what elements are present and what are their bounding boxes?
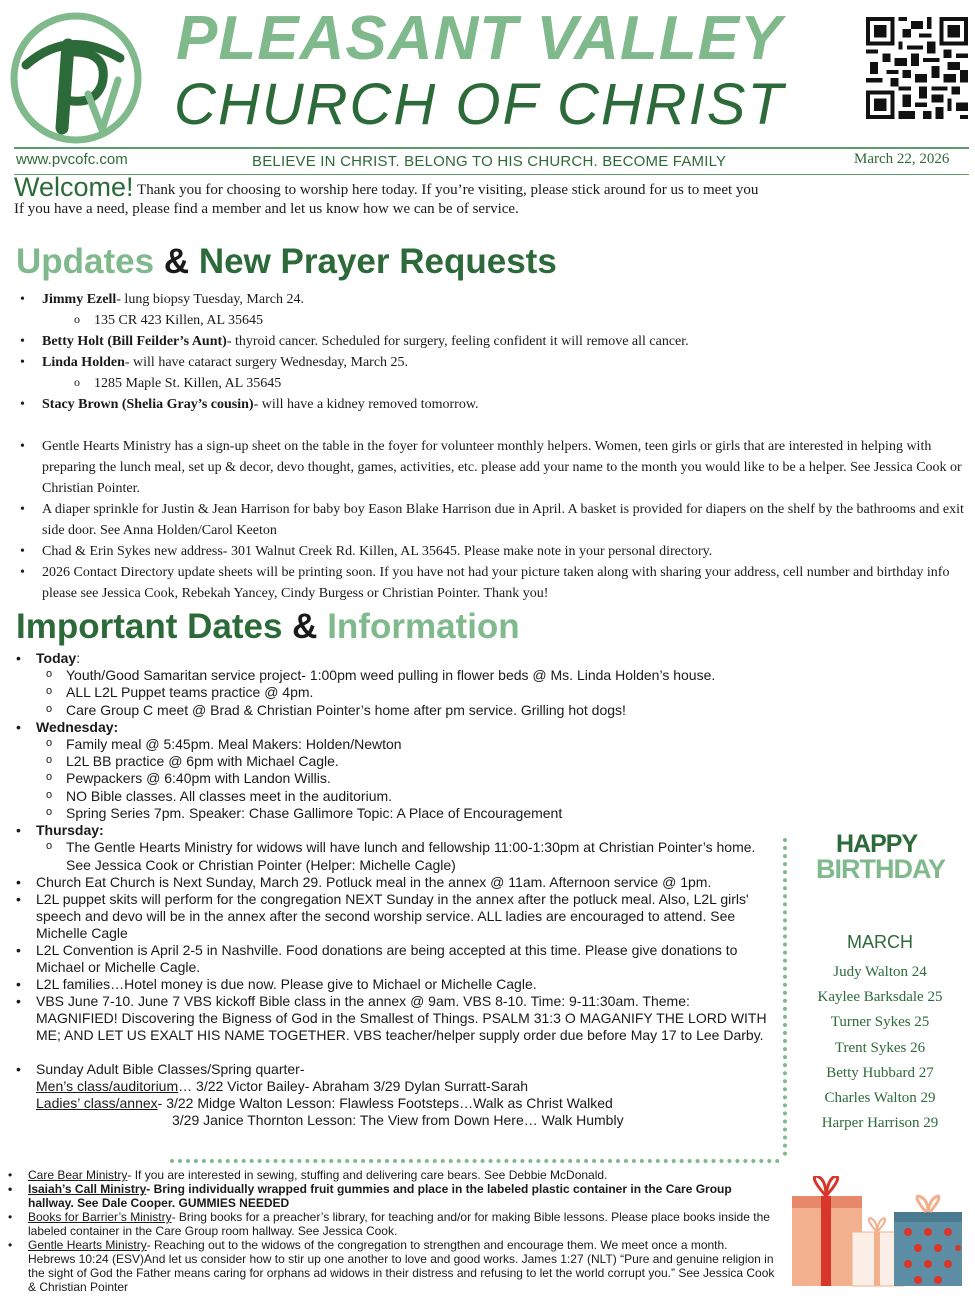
birthday-divider [783,838,787,1156]
ministry-books-for-barriers: • Books for Barrier’s Ministry- Bring books for a preacher’s library, for teaching and/or for making Bible lessons. Please place books inside the labeled container in the Care Group room hallway. See Jessica Cook. [6,1210,776,1238]
header-divider-bottom [14,174,969,175]
list-item: • L2L families…Hotel money is due now. Please give to Michael or Michelle Cagle. [14,976,774,993]
ministry-divider [170,1159,780,1163]
list-item: o Family meal @ 5:45pm. Meal Makers: Holden/Newton [40,736,774,753]
dates-heading-amp: & [292,607,318,646]
notice-item: • Gentle Hearts Ministry has a sign-up sheet on the table in the foyer for volunteer monthly helpers. Women, teen girls or girls that are interested in helping with preparing the lunch meal, set up & decor, devo thought, games, activities, etc. please add your name to the month you would like to be a helper. See Jessica Cook or Christian Pointer. [16,436,971,499]
list-item: o Youth/Good Samaritan service project- 1:00pm weed pulling in flower beds @ Ms. Linda Holden’s house. [40,667,774,684]
list-item: • Stacy Brown (Shelia Gray’s cousin)- will have a kidney removed tomorrow. [16,394,971,415]
bulletin-date: March 22, 2026 [854,151,950,167]
qr-code[interactable] [866,14,968,122]
welcome-section [14,172,969,219]
dates-heading [16,609,520,644]
birthday-item: Harper Harrison 29 [821,1115,939,1132]
ministry-gentle-hearts: • Gentle Hearts Ministry- Reaching out to the widows of the congregation to strengthen and encourage them. We meet once a month. Hebrews 10:24 (ESV)And let us consider how to stir up one another to love and good works. James 1:27 (NLT) “Pure and genuine religion in the sight of God the Father means caring for orphans ad widows in their distress and refusing to let the world corrupt you.” See Jessica Cook & Christian Pointer [6,1238,776,1294]
notice-item: • Chad & Erin Sykes new address- 301 Walnut Creek Rd. Killen, AL 35645. Please make note in your personal directory. [16,541,971,562]
bible-classes: • Sunday Adult Bible Classes/Spring quarter- Men’s class/auditorium… 3/22 Victor Bailey- Abraham 3/29 Dylan Surratt-Sarah Ladies’ class/annex- 3/22 Midge Walton Lesson: Flawless Footsteps…Walk as Christ Walked 3/29 Janice Thornton Lesson: The View from Down Here… Walk Humbly [14,1061,774,1129]
list-item: o Pewpackers @ 6:40pm with Landon Willis. [40,770,774,787]
header-divider [14,147,969,149]
list-item: • VBS June 7-10. June 7 VBS kickoff Bible class in the annex @ 9am. VBS 8-10. Time: 9-11:30am. Theme: MAGNIFIED! Discovering the Bigness of God in the Smallest of Things. PSALM 31:3 O MAGANIFY THE LORD WITH ME; AND LET US EXALT HIS NAME TOGETHER. VBS teacher/helper supply order due before May 17 to Lee Darby. [14,993,774,1044]
title-line-2: CHURCH OF CHRIST [174,72,785,137]
welcome-line-2: If you have a need, please find a member and let us know how we can be of service. [14,201,519,217]
day-today: • Today: o Youth/Good Samaritan service project- 1:00pm weed pulling in flower beds @ Ms. Linda Holden’s house. o ALL L2L Puppet teams practice @ 4pm. o Care Group C meet @ Brad & Christian Pointer’s home after pm service. Grilling hot dogs! [14,650,774,719]
updates-heading-amp: & [163,242,190,281]
list-item: o Spring Series 7pm. Speaker: Chase Gallimore Topic: A Place of Encouragement [40,805,774,822]
notice-item: • A diaper sprinkle for Justin & Jean Harrison for baby boy Eason Blake Harrison due in April. A basket is provided for diapers on the shelf by the bathrooms and exit side door. See Anna Holden/Carol Keeton [16,499,971,541]
tagline: BELIEVE IN CHRIST. BELONG TO HIS CHURCH. BECOME FAMILY [252,153,727,170]
birthday-month: MARCH [847,932,913,952]
birthday-item: Charles Walton 29 [824,1090,936,1107]
prayer-request-list [16,289,971,604]
ministries-list [6,1168,776,1294]
birthday-item: Turner Sykes 25 [830,1014,930,1031]
website-link[interactable]: www.pvcofc.com [16,151,128,168]
list-item: • L2L Convention is April 2-5 in Nashville. Food donations are being accepted at this time. Please give donations to Michael or Michelle Cagle. [14,942,774,976]
gift-boxes-illustration [790,1176,965,1288]
updates-heading [16,244,557,279]
birthday-list [800,960,960,1136]
list-item: o Care Group C meet @ Brad & Christian Pointer’s home after pm service. Grilling hot dogs! [40,702,774,719]
dates-list [14,650,774,1129]
happy-text: HAPPY [836,830,918,858]
list-item: o L2L BB practice @ 6pm with Michael Cagle. [40,753,774,770]
notice-item: • 2026 Contact Directory update sheets will be printing soon. If you have not had your picture taken along with sharing your address, cell number and birthday info please see Jessica Cook, Rebekah Yancey, Cindy Burgess or Christian Pointer. Thank you! [16,562,971,604]
list-item: o ALL L2L Puppet teams practice @ 4pm. [40,684,774,701]
birthday-item: Kaylee Barksdale 25 [817,989,943,1006]
updates-heading-word: Updates [16,242,155,281]
updates-heading-prayer: New Prayer Requests [198,242,557,281]
dates-heading-word: Important Dates [16,607,283,646]
birthday-item: Judy Walton 24 [833,964,927,980]
address: o 135 CR 423 Killen, AL 35645 [68,310,971,331]
church-logo [8,10,144,146]
day-wednesday: • Wednesday: o Family meal @ 5:45pm. Meal Makers: Holden/Newton o L2L BB practice @ 6pm with Michael Cagle. o Pewpackers @ 6:40pm with Landon Willis. o NO Bible classes. All classes meet in the auditorium. o Spring Series 7pm. Speaker: Chase Gallimore Topic: A Place of Encouragement [14,719,774,822]
birthday-item: Betty Hubbard 27 [826,1064,934,1081]
birthday-item: Trent Sykes 26 [834,1039,926,1056]
welcome-title: Welcome! [14,172,134,202]
list-item: o NO Bible classes. All classes meet in the auditorium. [40,788,774,805]
list-item: • Jimmy Ezell- lung biopsy Tuesday, March 24. o 135 CR 423 Killen, AL 35645 [16,289,971,331]
ministry-isaiahs-call: • Isaiah’s Call Ministry- Bring individually wrapped fruit gummies and place in the labeled plastic container in the Care Group hallway. See Dale Cooper. GUMMIES NEEDED [6,1182,776,1210]
dates-heading-info: Information [327,607,520,646]
list-item: • L2L puppet skits will perform for the congregation NEXT Sunday in the annex after the potluck meal. Also, L2L girls' speech and devo will be in the annex after the second worship service. ALL ladies are encouraged to attend. See Michelle Cagle [14,891,774,942]
list-item: • Linda Holden- will have cataract surgery Wednesday, March 25. o 1285 Maple St. Killen, AL 35645 [16,352,971,394]
list-item: • Betty Holt (Bill Feilder’s Aunt)- thyroid cancer. Scheduled for surgery, feeling confident it will remove all cancer. [16,331,971,352]
day-thursday: • Thursday: o The Gentle Hearts Ministry for widows will have lunch and fellowship 11:00-1:30pm at Christian Pointer’s home. See Jessica Cook or Christian Pointer (Helper: Michelle Cagle) [14,822,774,874]
address: o 1285 Maple St. Killen, AL 35645 [68,373,971,394]
list-item: • Church Eat Church is Next Sunday, March 29. Potluck meal in the annex @ 11am. Afternoon service @ 1pm. [14,874,774,891]
title-line-1: PLEASANT VALLEY [176,4,783,73]
list-item: o The Gentle Hearts Ministry for widows will have lunch and fellowship 11:00-1:30pm at Christian Pointer’s home. See Jessica Cook or Christian Pointer (Helper: Michelle Cagle) [40,839,774,874]
welcome-line-1: Thank you for choosing to worship here today. If you’re visiting, please stick around for us to meet you [137,182,759,198]
birthday-text: BIRTHDAY [816,854,946,884]
ministry-care-bear: • Care Bear Ministry- If you are interested in sewing, stuffing and delivering care bears. See Debbie McDonald. [6,1168,776,1182]
